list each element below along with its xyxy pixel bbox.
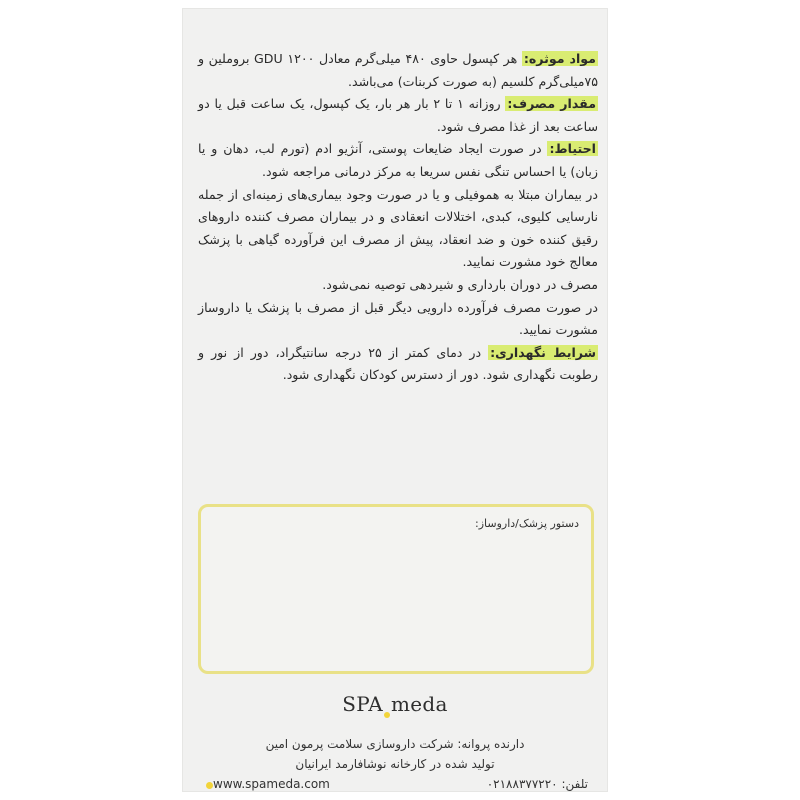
ingredients-paragraph [198,48,598,93]
brand-logo [182,692,608,718]
brand-name-spa: SPA [342,692,383,716]
ingredients-text: هر کپسول حاوی ۴۸۰ میلی‌گرم معادل ۱۲۰۰ GDU بروملین و ۷۵میلی‌گرم کلسیم (به صورت کربنات) می‌باشد. [198,51,598,89]
caution-paragraph-3: مصرف در دوران بارداری و شیردهی توصیه نمی‌شود. [322,276,598,292]
leaflet-text [198,48,598,387]
storage-label: شرایط نگهداری: [490,344,597,360]
logo-dot-icon [384,712,390,718]
storage-text: در دمای کمتر از ۲۵ درجه سانتیگراد، دور از نور و رطوبت نگهداری شود. دور از دسترس کودکان نگهداری شود. [198,344,598,383]
website-link[interactable] [202,774,330,794]
website-text: www.spameda.com [213,777,330,791]
ingredients-label: مواد موثره: [523,51,596,66]
dosage-paragraph [198,93,598,138]
manufacturer: تولید شده در کارخانه نوشافارمد ایرانیان [295,757,495,771]
caution-label: احتیاط: [549,141,596,157]
brand-name-meda: meda [390,692,448,716]
contact-row [202,774,588,794]
dosage-label: مقدار مصرف: [507,96,597,112]
caution-paragraph [198,138,598,183]
storage-paragraph [198,342,598,387]
phone-number: تلفن: ۰۲۱۸۸۳۷۷۲۲۰ [486,777,588,791]
footer [202,734,588,794]
dosage-text: روزانه ۱ تا ۲ بار هر بار، یک کپسول، یک ساعت قبل یا دو ساعت بعد از غذا مصرف شود. [198,96,598,134]
prescription-label: دستور پزشک/داروساز: [475,517,579,530]
bullet-dot-icon [206,782,213,789]
license-holder: دارنده پروانه: شرکت داروسازی سلامت پرمون امین [265,737,525,751]
caution-text: در صورت ایجاد ضایعات پوستی، آنژیو ادم (تورم لب، دهان و یا زبان) یا احساس تنگی نفس سریعا به مرکز درمانی مراجعه شود. [198,141,598,179]
caution-paragraph-2: در بیماران مبتلا به هموفیلی و یا در صورت وجود بیماری‌های زمینه‌ای از جمله نارسایی کلیوی، کبدی، اختلالات انعقادی و در بیماران مصرف کننده داروهای رقیق کننده خون و ضد انعقاد، پیش از مصرف این فرآورده گیاهی با پزشک معالج خود مشورت نمایید. [198,186,598,270]
prescription-box [198,504,594,674]
leaflet-panel [182,8,608,792]
caution-paragraph-4: در صورت مصرف فرآورده دارویی دیگر قبل از مصرف با پزشک یا داروساز مشورت نمایید. [198,299,598,338]
